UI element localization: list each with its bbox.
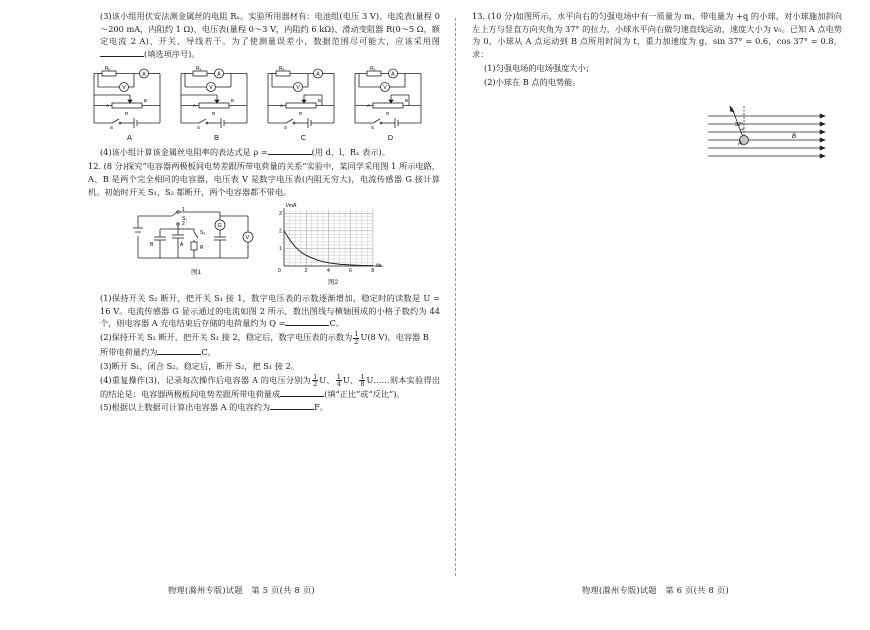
answer-blank[interactable] [280,389,324,397]
rheostat-end-a-label: A [106,102,110,108]
answer-blank[interactable] [100,49,144,57]
page-6-footer: 物理(滁州专版)试题 第 6 页(共 8 页) [582,585,729,595]
circuit-option-b [175,65,258,131]
voltmeter-label: V [296,84,300,91]
fraction-half: $\frac{1}{2}$ [313,372,318,389]
capacitor-a-label: A [180,242,184,249]
y-tick-label: 1 [279,246,282,253]
figure-1 [128,202,264,278]
circuit-option-c [262,65,345,131]
rheostat-label: R [212,110,216,116]
rheostat-label: R [386,110,390,116]
rheostat-end-b-label: B [231,97,235,103]
y-tick-label: 2 [279,228,282,235]
rx-label: Rₓ [279,65,285,72]
column-divider [455,18,456,576]
terminal-1-label: 1 [182,207,185,214]
point-a-label: A [738,141,743,148]
q12-figures [128,202,440,288]
rx-label: Rₓ [196,65,202,72]
q13-part2: (2)小球在 B 点的电势能。 [484,76,581,87]
rheostat-end-b-label: B [405,97,409,103]
rheostat-end-a-label: A [367,102,371,108]
q12-part2: (2)保持开关 S₂ 断开，把开关 S₁ 接 2，稳定后，数字电压表的示数为 $\frac{1}{2}$ U(8 V)，电容器 B [100,330,429,346]
switch-label: S [197,124,201,130]
q11-part3: (3)该小组用伏安法测金属丝的电阻 Rₓ。实验所用器材有：电池组(电压 3 V)、电流表(量程 0～200 mA，内阻约 1 Ω)、电压表(量程 0～3 V，内阻约 6 kΩ)、滑动变阻器 R(0～5 Ω，额定电流 2 A)、开关、导线若干。为了使测量误差小，数据范围尽可能大，应该采用图(填选项序号)。 [100,11,440,60]
option-label-c: C [300,132,307,142]
rheostat-end-a-label: A [280,102,284,108]
right-page [472,10,842,176]
option-label-a: A [126,132,132,142]
y-tick-label: 3 [279,211,282,218]
rheostat-label: R [299,110,303,116]
figure-2-caption: 图2 [327,278,339,286]
q13-part1: (1)匀强电场的电场强度大小； [484,62,594,73]
rheostat-end-b-label: B [318,97,322,103]
x-tick-label: 8 [371,268,375,275]
x-tick-label: 6 [349,268,352,275]
x-tick-label: 2 [304,268,308,275]
fraction-eighth: $\frac{1}{8}$ [360,372,365,389]
q12-part2-cont: 所带电荷量约为 C。 [100,347,216,358]
left-page [88,10,440,415]
answer-blank[interactable] [285,318,329,326]
answer-blank[interactable] [268,147,312,155]
q12-part1: (1)保持开关 S₂ 断开，把开关 S₁ 接 1，数字电压表的示数逐渐增加，稳定时的读数是 U = 16 V。电流传感器 G 显示通过的电流如图 2 所示，数出图线与横轴围成的小格子数约为 44 个，则电容器 A 充电结束后存储的电荷量约为 Q = C。 [100,293,440,329]
y-axis-label: I/mA [286,203,297,210]
circuit-option-labels [88,132,440,144]
q12-part5: (5)根据以上数据可计算出电容器 A 的电容约为 F。 [100,402,328,413]
switch-s1-label: S₁ [182,216,188,223]
rx-label: Rₓ [105,65,111,72]
circuit-option-d [349,65,432,131]
figure-2 [274,202,392,288]
ammeter-label: A [316,71,320,78]
answer-blank[interactable] [157,347,201,355]
q12-part4: (4)重复操作(3)，记录每次操作后电容器 A 的电压分别为 $\frac{1}{2}$ U、 $\frac{1}{4}$ U、 $\frac{1}{8}$ U……则本实验得出的结论是：电容器两极板间电势差跟所带电荷量成 (填“正比”或“反比”)。 [100,372,441,399]
switch-s2-label: S₂ [200,230,206,237]
circuit-options [88,65,440,131]
ammeter-label: A [391,71,395,78]
q13-figure [704,102,842,176]
capacitor-circuit-diagram [128,202,264,264]
x-tick-label: 4 [326,268,330,275]
option-label-d: D [387,132,394,142]
current-sensor-label: G [217,223,222,230]
answer-blank[interactable] [270,402,314,410]
electric-field-diagram [704,102,828,172]
voltmeter-label: V [245,235,250,242]
option-label-b: B [213,132,219,142]
rheostat-label: R [125,110,129,116]
switch-label: S [284,124,288,130]
capacitor-b-label: B [150,242,154,249]
x-axis-label: t/s [376,263,382,270]
figure-1-caption: 图1 [190,268,202,276]
ammeter-label: A [217,71,221,78]
point-b-label: B [792,134,797,141]
angle-label: 37° [735,122,744,129]
terminal-2-label: 2 [182,221,185,228]
fraction-half: $\frac{1}{2}$ [354,330,359,346]
circuit-option-a [88,65,171,131]
q12-part3: (3)断开 S₁，闭合 S₂。稳定后，断开 S₂，把 S₁ 接 2。 [100,360,299,371]
page-5-footer: 物理(滁州专版)试题 第 5 页(共 8 页) [168,585,315,595]
switch-label: S [110,124,114,130]
fraction-quarter: $\frac{1}{4}$ [336,372,341,389]
q13-stem: 13. (10 分)如图所示，水平向右的匀强电场中有一质量为 m、带电量为 +q 的小球，对小球施加斜向左上方与竖直方向夹角为 37° 的拉力，小球水平向右做匀速直线运动，速度大小为 v₀。已知 A 点电势为 0，小球从 A 点运动到 B 点所用时间为 t，重力加速度为 g，sin 37° = 0.6，cos 37° = 0.8，求： [472,11,842,60]
rheostat-end-a-label: A [193,102,197,108]
voltmeter-label: V [209,84,213,91]
origin-label: 0 [278,268,281,275]
rheostat-end-b-label: B [144,97,148,103]
ammeter-label: A [142,71,146,78]
voltmeter-label: V [122,84,126,91]
rx-label: Rₓ [370,65,376,72]
q11-part4: (4)该小组计算该金属丝电阻率的表达式是 ρ = (用 d、l、Rₓ 表示)。 [100,147,390,158]
voltmeter-label: V [383,84,387,91]
current-time-chart [274,202,392,274]
switch-label: S [371,124,375,130]
q12-stem: 12. (8 分)探究“电容器两极板间电势差跟所带电荷量的关系”实验中，某同学采用图 1 所示电路，A、B 是两个完全相同的电容器，电压表 V 是数字电压表(内阻无穷大)，电流传感器 G 接计算机。初始时开关 S₁、S₂ 都断开，两个电容器都不带电。 [88,161,440,197]
resistor-label: R [200,245,204,252]
